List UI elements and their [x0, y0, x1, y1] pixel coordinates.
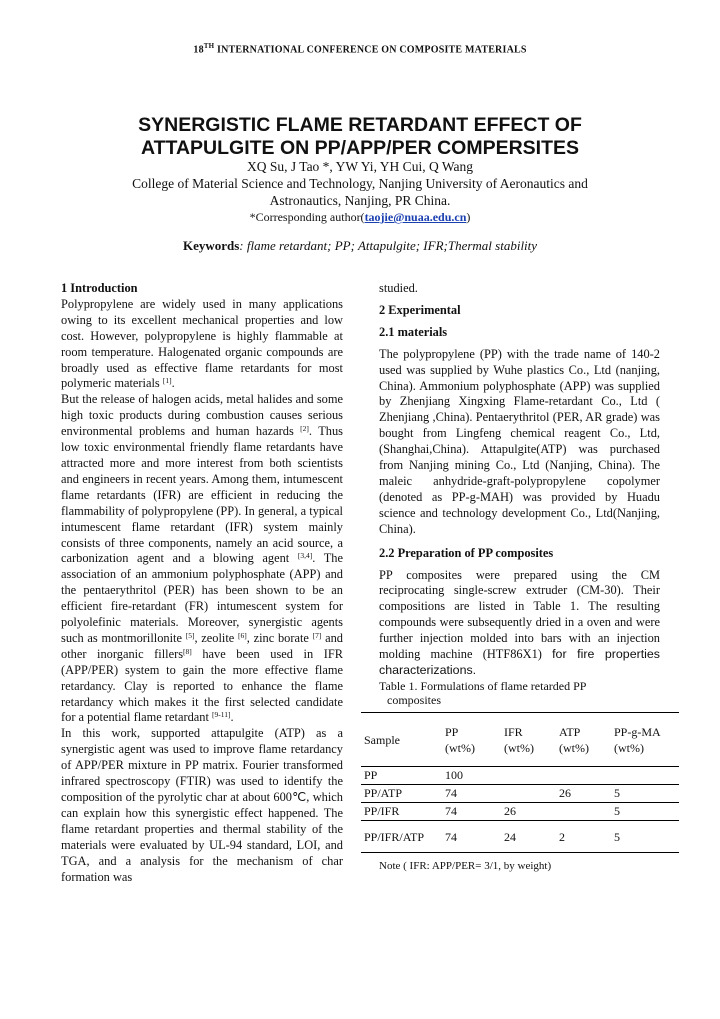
table-row	[361, 766, 679, 784]
affiliation-line-1: College of Material Science and Technology, Nanjing University of Aeronautics and	[132, 176, 588, 191]
subsection-heading-preparation: 2.2 Preparation of PP composites	[379, 545, 554, 560]
header-label: PP-g-MA	[614, 724, 661, 739]
table-cell: 5	[614, 829, 620, 844]
table-row	[361, 820, 679, 852]
formulation-table	[361, 712, 679, 853]
table-cell: PP/ATP	[364, 785, 403, 800]
author-block	[60, 158, 660, 226]
title-line-1: SYNERGISTIC FLAME RETARDANT EFFECT OF	[138, 114, 582, 136]
table-caption-line-2: composites	[387, 692, 441, 707]
table-cell	[556, 802, 611, 820]
header-label: Sample	[364, 732, 400, 747]
table-header-ifr	[501, 712, 556, 766]
intro-paragraph-3: In this work, supported attapulgite (ATP) as a synergistic agent was used to improve flame retardancy of APP/PER mixture in PP matrix. Fourier transformed infrared spectroscopy (FTIR) was used to identify the composition of the pyrolytic char at about 600℃, which can explain how this synergistic effect happened. The flame retardant properties and thermal stability of the materials were evaluated by UL-94 standard, LOI, and TGA, and a analysis for the mechanism of char formation was	[61, 726, 343, 884]
materials-paragraph: The polypropylene (PP) with the trade name of 140-2 used was supplied by Wuhe plastics Co., Ltd (nanjing, China). Ammonium polyphosphate (APP) was supplied by Zhenjiang Xingxing Flame-retardant Co., Ltd ( Zhenjiang ,China). Pentaerythritol (PER, AR grade) was bought from Lingfeng chemical reagent Co., Ltd,(Shanghai,China). Attapulgite(ATP) was purchased from Nanjing mining Co., Ltd (Nanjing, China). The maleic anhydride-graft-polypropylene copolymer (denoted as PP-g-MAH) was provided by Huadu science and technology development Co., Ltd(Nanjing, China).	[379, 346, 660, 536]
citation: [2]	[300, 424, 309, 434]
table-cell: PP/IFR/ATP	[364, 829, 425, 844]
table-header-sample	[361, 712, 442, 766]
table-header-row	[361, 712, 679, 766]
citation: [1]	[162, 376, 172, 386]
table-caption	[379, 679, 660, 707]
corresponding-email-link[interactable]: taojie@nuaa.edu.cn	[364, 210, 467, 224]
citation: [6]	[238, 630, 247, 640]
intro-p2-text-g: have been used in IFR (APP/PER) system to gain the more effective flame retardancy. Clay is reported to enhance the flame retardancy which makes it the first selected candidate for a potential flame retardant	[61, 646, 343, 725]
intro-p2-text-c: . The association of an ammonium polyphosphate (APP) and the pentaerythritol (PER) has been shown to be an efficient fire-retardant (FR) intumescent system for polyolefinic materials. Moreover, synergistic agents such as montmorillonite	[61, 551, 343, 645]
header-ordinal-suffix: TH	[203, 42, 215, 50]
citation: [3,4]	[297, 551, 313, 561]
intro-paragraph-1	[61, 297, 343, 392]
table-header-ppgma	[611, 712, 679, 766]
table-row	[361, 784, 679, 802]
header-unit: (wt%)	[614, 740, 644, 755]
intro-p2-text-e: , zinc borate	[246, 630, 313, 645]
table-cell: 5	[614, 803, 620, 818]
header-unit: (wt%)	[559, 740, 589, 755]
affiliation-line-2: Astronautics, Nanjing, PR China.	[269, 193, 451, 208]
table-cell: 74	[445, 829, 457, 844]
table-cell: 74	[445, 803, 457, 818]
section-heading-introduction: 1 Introduction	[61, 281, 138, 295]
header-label: IFR	[504, 724, 523, 739]
preparation-paragraph	[379, 568, 660, 679]
intro-paragraph-2	[61, 392, 343, 726]
preparation-text-b: for fire properties characterizations.	[379, 647, 660, 677]
table-cell	[501, 766, 556, 784]
preparation-text-a: PP composites were prepared using the CM reciprocating single-screw extruder (CM-30). Their compositions are listed in Table 1. The resulting compounds were subsequently dried in a oven and were further injection molded into bars with an injection molding machine (HTF86X1)	[379, 567, 660, 662]
citation: [9-11]	[212, 710, 231, 720]
corresponding-suffix: )	[466, 210, 471, 224]
keywords-label: Keywords	[182, 238, 240, 253]
corresponding-prefix: *Corresponding author(	[249, 210, 365, 224]
keywords	[60, 238, 660, 254]
table-cell	[501, 784, 556, 802]
header-conference: INTERNATIONAL CONFERENCE ON COMPOSITE MATERIALS	[217, 44, 527, 56]
keywords-text: : flame retardant; PP; Attapulgite; IFR;Thermal stability	[239, 238, 538, 253]
subsection-heading-materials: 2.1 materials	[379, 324, 448, 339]
intro-p2-text-b: . Thus low toxic environmental friendly flame retardants have attracted more and more interest from both scientists and engineers in recent years. Among them, intumescent flame retardants (IFR) are efficient in reducing the flammability of polypropylene (PP). In general, a typical intumescent flame retardant (IFR) system mainly consists of three components, namely an acid source, a carbonization agent and a blowing agent	[61, 424, 343, 566]
table-cell: 26	[504, 803, 516, 818]
intro-p2-text-a: But the release of halogen acids, metal halides and some high toxic products during combustion causes serious environmental problems and human hazards	[61, 392, 343, 439]
header-unit: (wt%)	[445, 740, 475, 755]
header-label: ATP	[559, 724, 581, 739]
table-row	[361, 802, 679, 820]
intro-p1-text: Polypropylene are widely used in many applications owing to its excellent mechanical properties and low cost. However, polypropylene is highly flammable at room temperature. Halogenated organic compounds are broadly used as effective flame retardants for most polymeric materials	[61, 296, 343, 391]
left-column	[61, 281, 343, 885]
header-ordinal: 18	[193, 44, 204, 56]
table-cell	[611, 766, 679, 784]
table-cell: 26	[559, 785, 571, 800]
author-list: XQ Su, J Tao *, YW Yi, YH Cui, Q Wang	[247, 159, 473, 174]
intro-p1-end: .	[171, 376, 175, 391]
table-cell: PP/IFR	[364, 803, 400, 818]
table-cell	[556, 766, 611, 784]
intro-p2-text-f: and other inorganic fillers	[61, 630, 343, 661]
table-caption-line-1: Table 1. Formulations of flame retarded PP	[379, 678, 587, 693]
table-header-atp	[556, 712, 611, 766]
intro-paragraph-3-continued: studied.	[379, 281, 418, 295]
corresponding-author	[60, 209, 660, 226]
paper-title	[60, 114, 660, 160]
header-unit: (wt%)	[504, 740, 534, 755]
table-cell: 24	[504, 829, 516, 844]
section-heading-experimental: 2 Experimental	[379, 302, 461, 317]
table-note: Note ( IFR: APP/PER= 3/1, by weight)	[379, 859, 552, 872]
running-header	[0, 42, 720, 55]
citation: [7]	[312, 630, 322, 640]
table-header-pp	[442, 712, 501, 766]
right-column	[364, 281, 661, 875]
table-cell: PP	[364, 767, 378, 782]
citation: [5]	[185, 630, 195, 640]
table-cell: 5	[614, 785, 620, 800]
table-cell: 2	[559, 829, 565, 844]
table-cell: 74	[445, 785, 457, 800]
intro-p2-end: .	[230, 710, 234, 725]
header-label: PP	[445, 724, 459, 739]
intro-p2-text-d: , zeolite	[194, 630, 239, 645]
table-cell: 100	[445, 767, 463, 782]
title-line-2: ATTAPULGITE ON PP/APP/PER COMPERSITES	[140, 137, 580, 159]
citation: [8]	[183, 646, 192, 656]
